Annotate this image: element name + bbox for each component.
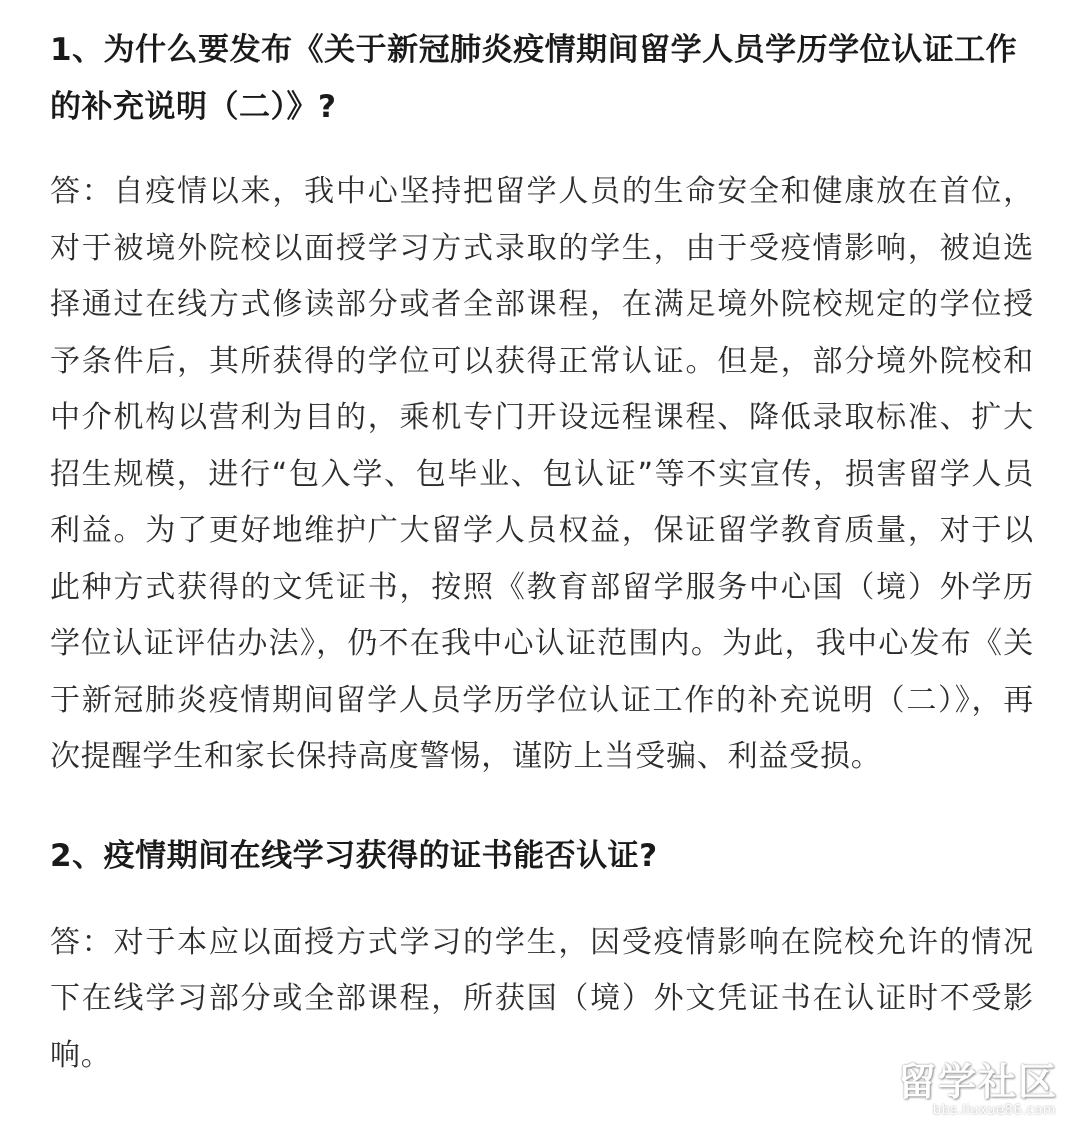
watermark-main-text: 留学社区: [897, 1060, 1058, 1104]
answer-2: 答：对于本应以面授方式学习的学生，因受疫情影响在院校允许的情况下在线学习部分或全部课程，所获国（境）外文凭证书在认证时不受影响。: [50, 924, 1034, 1073]
watermark-logo: [858, 1061, 1058, 1125]
question-1: 1、为什么要发布《关于新冠肺炎疫情期间留学人员学历学位认证工作的补充说明（二）》?: [50, 32, 1018, 125]
question-2: 2、疫情期间在线学习获得的证书能否认证?: [50, 837, 658, 874]
answer-1: 答：自疫情以来，我中心坚持把留学人员的生命安全和健康放在首位，对于被境外院校以面授学习方式录取的学生，由于受疫情影响，被迫选择通过在线方式修读部分或者全部课程，在满足境外院校规定的学位授予条件后，其所获得的学位可以获得正常认证。但是，部分境外院校和中介机构以营利为目的，乘机专门开设远程课程、降低录取标准、扩大招生规模，进行“包入学、包毕业、包认证”等不实宣传，损害留学人员利益。为了更好地维护广大留学人员权益，保证留学教育质量，对于以此种方式获得的文凭证书，按照《教育部留学服务中心国（境）外学历学位认证评估办法》，仍不在我中心认证范围内。为此，我中心发布《关于新冠肺炎疫情期间留学人员学历学位认证工作的补充说明（二）》，再次提醒学生和家长保持高度警惕，谨防上当受骗、利益受损。: [50, 174, 1034, 774]
watermark-sub-text: bbs.liuxue86.com: [932, 1103, 1056, 1118]
